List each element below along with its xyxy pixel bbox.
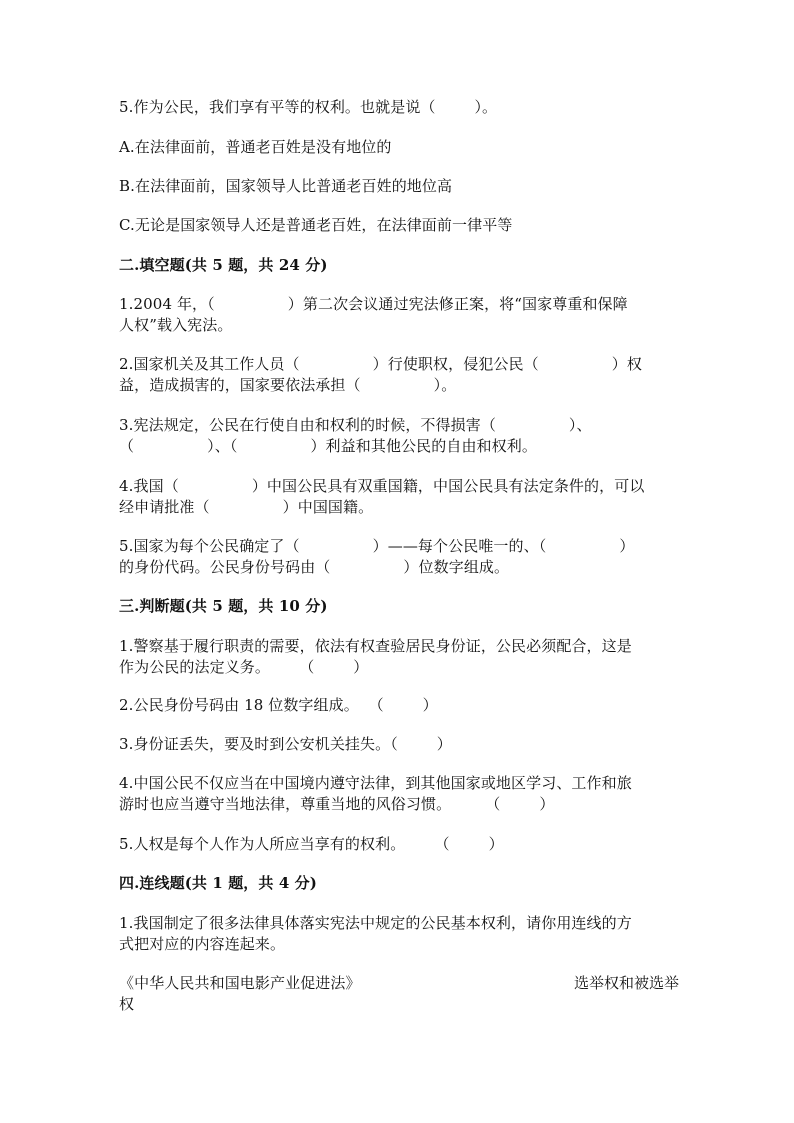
match-right-item-wrap: 权 (119, 995, 135, 1013)
exam-page (119, 0, 679, 1123)
tf-q3: 3.身份证丢失，要及时到公安机关挂失。（ ） (119, 735, 452, 753)
fill-q1-line2: 人权”载入宪法。 (119, 316, 233, 334)
section-true-false-title: 三.判断题(共 5 题，共 10 分) (119, 597, 328, 615)
fill-q5-line1: 5.国家为每个公民确定了（ ）——每个公民唯一的、（ ） (119, 537, 635, 555)
fill-q2-line1: 2.国家机关及其工作人员（ ）行使职权，侵犯公民（ ）权 (119, 355, 642, 373)
match-left-item: 《中华人民共和国电影产业促进法》 (119, 974, 361, 992)
choice-q5-option-a: A.在法律面前，普通老百姓是没有地位的 (119, 138, 392, 156)
tf-q4-line1: 4.中国公民不仅应当在中国境内遵守法律，到其他国家或地区学习、工作和旅 (119, 774, 632, 792)
match-right-item: 选举权和被选举 (573, 974, 679, 992)
choice-q5-stem: 5.作为公民，我们享有平等的权利。也就是说（ ）。 (119, 98, 498, 116)
fill-q2-line2: 益，造成损害的，国家要依法承担（ ）。 (119, 376, 457, 394)
choice-q5-option-b: B.在法律面前，国家领导人比普通老百姓的地位高 (119, 177, 453, 195)
choice-q5-option-c: C.无论是国家领导人还是普通老百姓，在法律面前一律平等 (119, 216, 513, 234)
section-matching-title: 四.连线题(共 1 题，共 4 分) (119, 874, 317, 892)
fill-q5-line2: 的身份代码。公民身份号码由（ ）位数字组成。 (119, 558, 510, 576)
tf-q1-line1: 1.警察基于履行职责的需要，依法有权查验居民身份证，公民必须配合，这是 (119, 637, 632, 655)
fill-q1-line1: 1.2004 年，（ ）第二次会议通过宪法修正案，将“国家尊重和保障 (119, 295, 628, 313)
match-q1-line1: 1.我国制定了很多法律具体落实宪法中规定的公民基本权利，请你用连线的方 (119, 914, 632, 932)
section-fill-blank-title: 二.填空题(共 5 题，共 24 分) (119, 256, 328, 274)
fill-q4-line1: 4.我国（ ）中国公民具有双重国籍，中国公民具有法定条件的，可以 (119, 477, 645, 495)
tf-q4-line2: 游时也应当遵守当地法律，尊重当地的风俗习惯。 （ ） (119, 795, 555, 813)
fill-q3-line1: 3.宪法规定，公民在行使自由和权利的时候，不得损害（ ）、 (119, 416, 592, 434)
tf-q1-line2: 作为公民的法定义务。 （ ） (119, 658, 369, 676)
tf-q5: 5.人权是每个人作为人所应当享有的权利。 （ ） (119, 835, 504, 853)
fill-q4-line2: 经申请批准（ ）中国国籍。 (119, 498, 374, 516)
fill-q3-line2: （ ）、（ ）利益和其他公民的自由和权利。 (119, 437, 537, 455)
tf-q2: 2.公民身份号码由 18 位数字组成。 （ ） (119, 696, 438, 714)
match-q1-line2: 式把对应的内容连起来。 (119, 935, 286, 953)
